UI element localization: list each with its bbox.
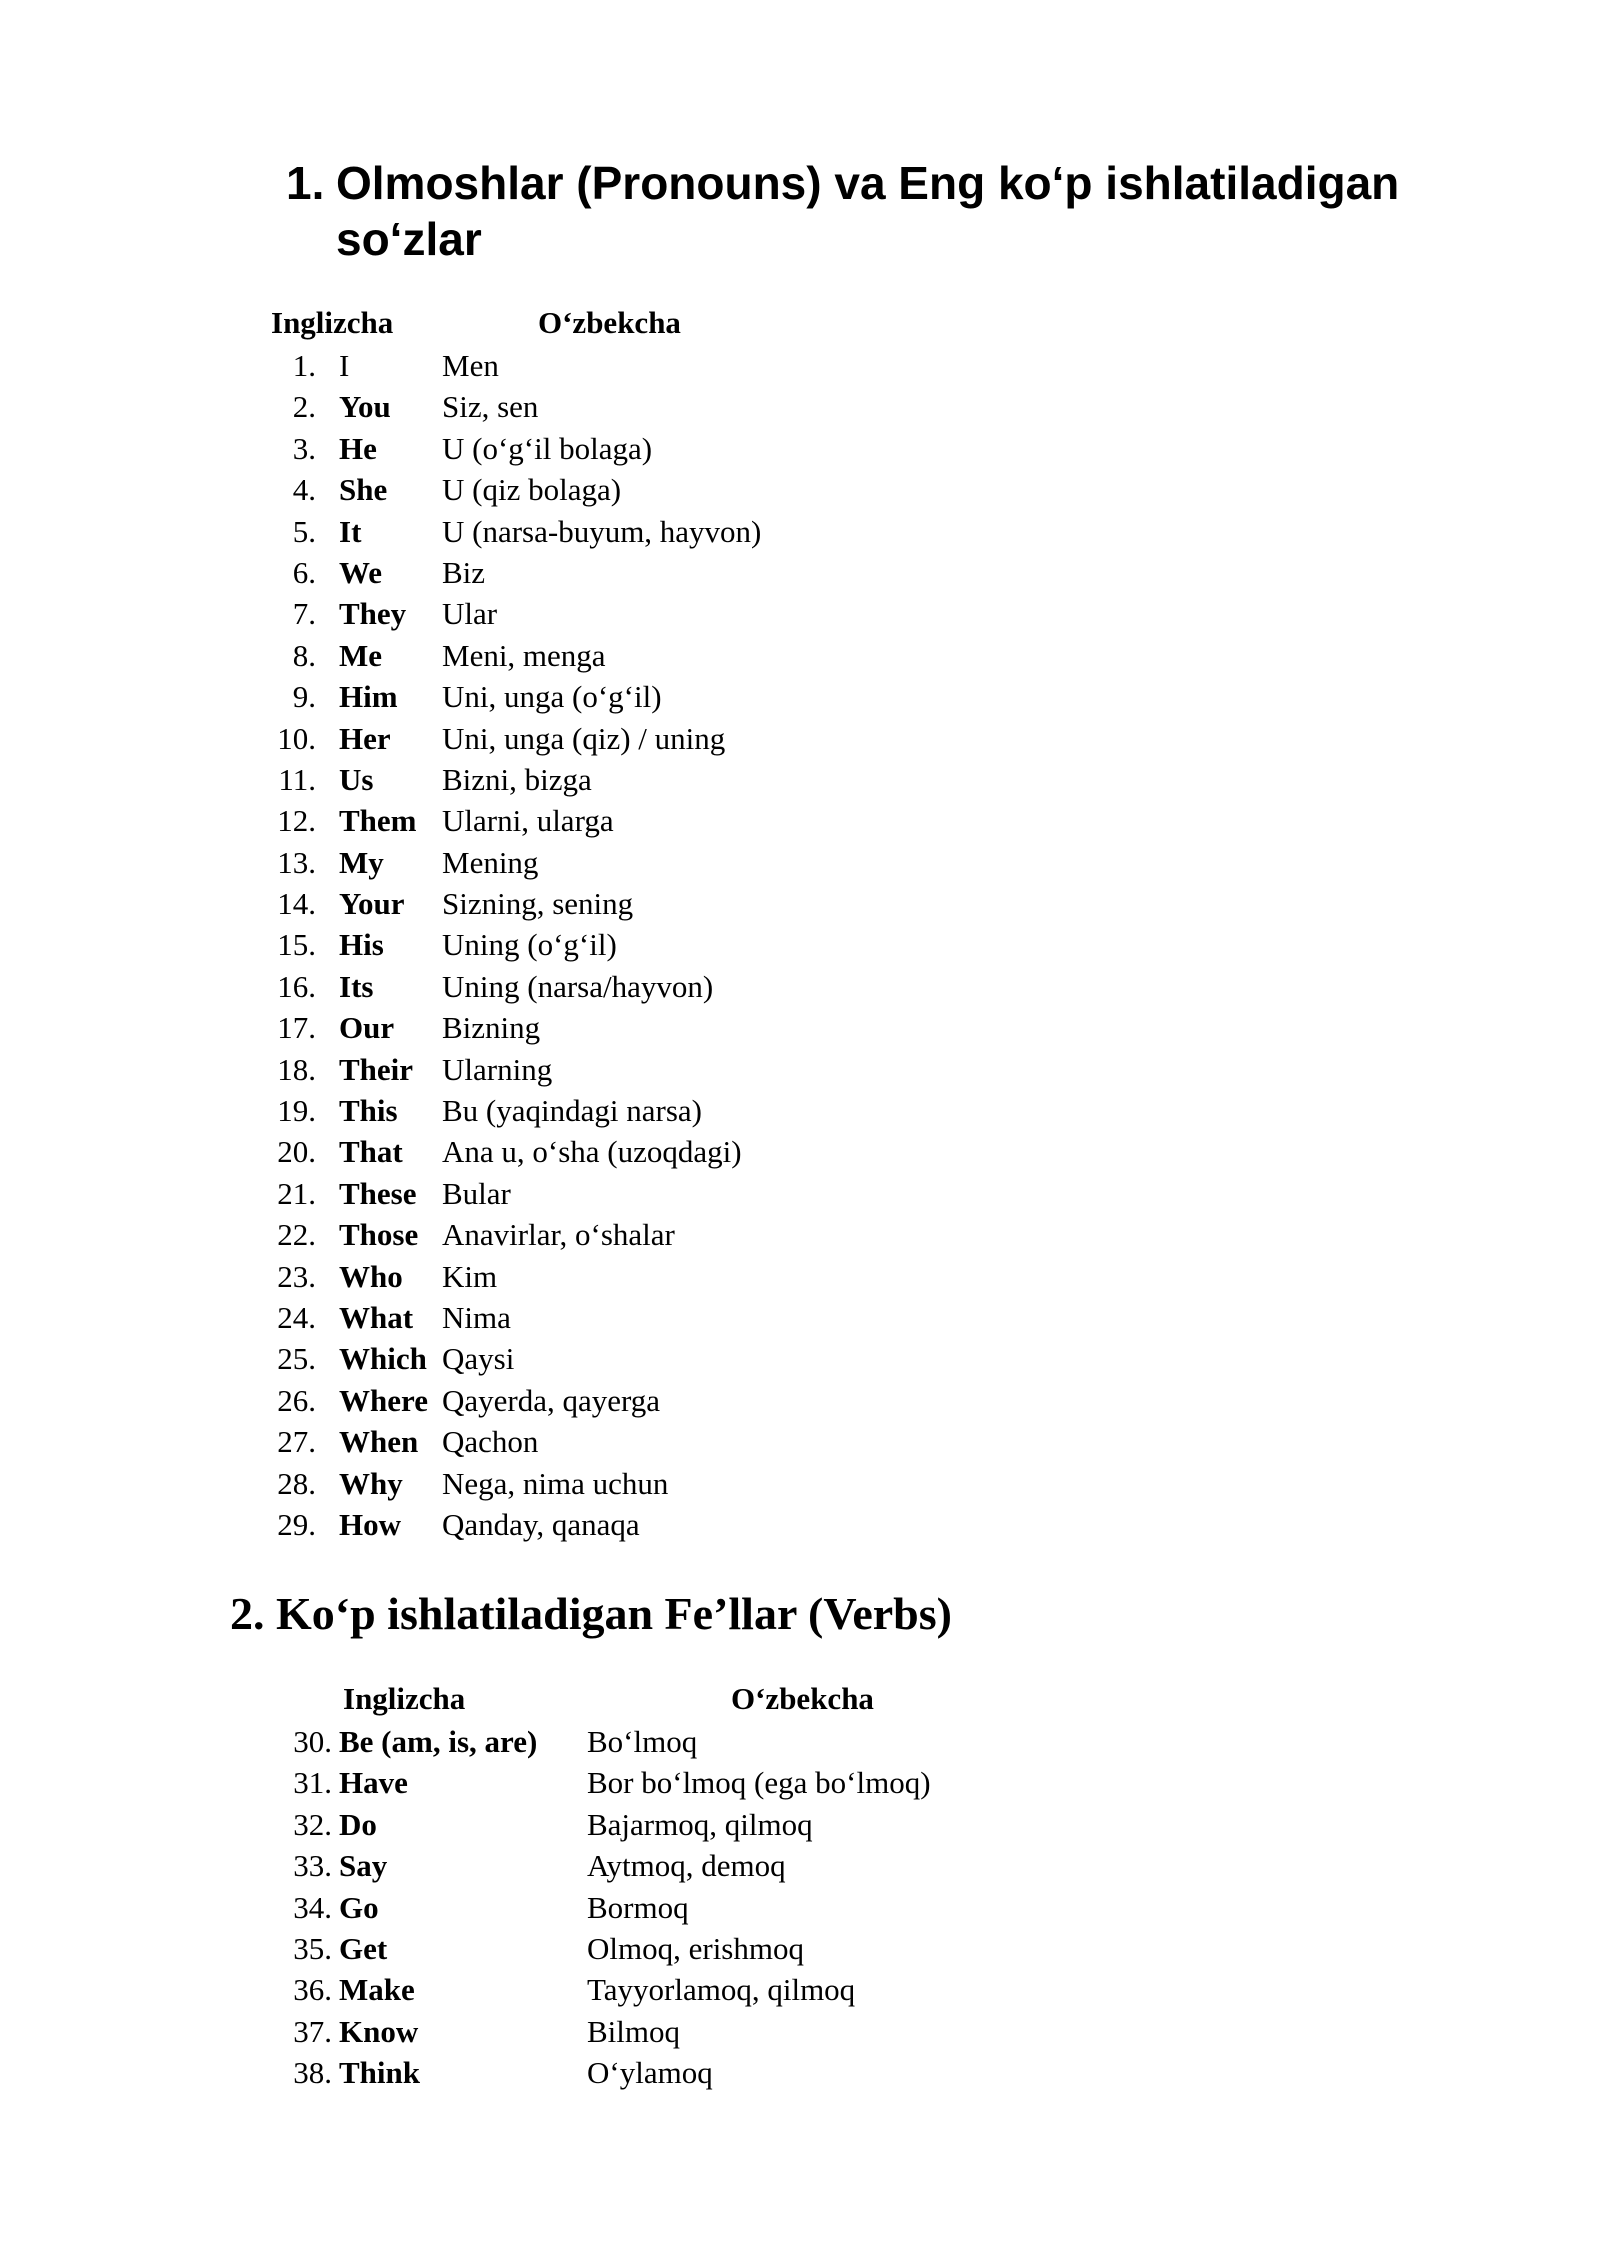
uzbek-translation: Qachon (442, 1424, 539, 1460)
item-number: 5. (292, 513, 316, 549)
uzbek-translation: U (qiz bolaga) (442, 472, 622, 508)
section-2-col-english: Inglizcha (343, 1681, 466, 1716)
uzbek-translation: Ana u, o‘sha (uzoqdagi) (442, 1134, 742, 1170)
item-number: 38. (293, 2055, 332, 2091)
uzbek-translation: Qayerda, qayerga (442, 1382, 661, 1418)
uzbek-translation: Nega, nima uchun (442, 1465, 669, 1501)
english-word: Do (339, 1806, 377, 1842)
uzbek-translation: Olmoq, erishmoq (587, 1930, 804, 1966)
item-number: 13. (277, 844, 316, 880)
item-number: 16. (277, 968, 316, 1004)
uzbek-translation: Mening (442, 844, 539, 880)
uzbek-translation: Ularni, ularga (442, 803, 614, 839)
english-word: Why (339, 1465, 403, 1501)
uzbek-translation: Sizning, sening (442, 886, 634, 922)
english-word: It (339, 513, 362, 549)
english-word: They (339, 596, 407, 632)
english-word: When (339, 1424, 419, 1460)
uzbek-translation: Bor bo‘lmoq (ega bo‘lmoq) (587, 1765, 931, 1801)
item-number: 35. (293, 1930, 332, 1966)
uzbek-translation: Bizni, bizga (442, 761, 592, 797)
uzbek-translation: Anavirlar, o‘shalar (442, 1217, 675, 1253)
english-word: Say (339, 1848, 388, 1884)
uzbek-translation: Uni, unga (qiz) / uning (442, 720, 726, 756)
english-word: She (339, 472, 388, 508)
item-number: 26. (277, 1382, 316, 1418)
item-number: 21. (277, 1175, 316, 1211)
section-1-number: 1. (286, 157, 325, 209)
item-number: 12. (277, 803, 316, 839)
uzbek-translation: Uning (narsa/hayvon) (442, 968, 714, 1004)
uzbek-translation: Ular (442, 596, 498, 632)
english-word: Those (339, 1217, 419, 1253)
english-word: This (339, 1093, 398, 1129)
section-2-heading: 2. Ko‘p ishlatiladigan Fe’llar (Verbs) (230, 1588, 952, 1639)
english-word: Its (339, 968, 374, 1004)
uzbek-translation: Men (442, 348, 499, 383)
item-number: 4. (292, 472, 316, 508)
english-word: He (339, 430, 377, 466)
uzbek-translation: Qanday, qanaqa (442, 1506, 640, 1542)
item-number: 9. (292, 679, 316, 715)
section-2-col-uzbek: O‘zbekcha (731, 1681, 874, 1716)
item-number: 31. (293, 1765, 332, 1801)
section-1-col-uzbek: O‘zbekcha (538, 305, 681, 340)
item-number: 37. (293, 2013, 332, 2049)
english-word: These (339, 1175, 417, 1211)
english-word: Who (339, 1258, 403, 1294)
item-number: 3. (292, 430, 316, 466)
english-word: What (339, 1299, 414, 1335)
section-1-col-english: Inglizcha (271, 305, 394, 340)
english-word: Which (339, 1341, 427, 1377)
item-number: 33. (293, 1848, 332, 1884)
english-word: My (339, 844, 384, 880)
uzbek-translation: Meni, menga (442, 637, 606, 673)
section-1-heading (286, 155, 1406, 267)
item-number: 10. (277, 720, 316, 756)
english-word: Him (339, 679, 398, 715)
item-number: 8. (292, 637, 316, 673)
english-word: I (339, 348, 350, 383)
english-word: You (339, 389, 391, 425)
item-number: 29. (277, 1506, 316, 1542)
english-word: His (339, 927, 384, 963)
uzbek-translation: Uning (o‘g‘il) (442, 927, 617, 963)
uzbek-translation: Bizning (442, 1010, 541, 1046)
uzbek-translation: Uni, unga (o‘g‘il) (442, 679, 662, 715)
item-number: 36. (293, 1972, 332, 2008)
uzbek-translation: Kim (442, 1258, 498, 1294)
item-number: 1. (292, 348, 316, 383)
item-number: 18. (277, 1051, 316, 1087)
item-number: 24. (277, 1299, 316, 1335)
item-number: 32. (293, 1806, 332, 1842)
uzbek-translation: Qaysi (442, 1341, 515, 1377)
english-word: Think (339, 2055, 421, 2091)
english-word: Make (339, 1972, 415, 2008)
english-word: Our (339, 1010, 395, 1046)
uzbek-translation: U (narsa-buyum, hayvon) (442, 513, 762, 549)
item-number: 17. (277, 1010, 316, 1046)
uzbek-translation: Bular (442, 1175, 511, 1211)
english-word: Your (339, 886, 405, 922)
uzbek-translation: Bormoq (587, 1889, 689, 1925)
uzbek-translation: Siz, sen (442, 389, 539, 425)
english-word: Her (339, 720, 391, 756)
uzbek-translation: Tayyorlamoq, qilmoq (587, 1972, 856, 2008)
english-word: Go (339, 1889, 379, 1925)
uzbek-translation: O‘ylamoq (587, 2055, 713, 2091)
uzbek-translation: Bajarmoq, qilmoq (587, 1806, 813, 1842)
item-number: 30. (293, 1724, 332, 1759)
uzbek-translation: Nima (442, 1299, 511, 1335)
item-number: 23. (277, 1258, 316, 1294)
english-word: We (339, 554, 383, 590)
uzbek-translation: U (o‘g‘il bolaga) (442, 430, 653, 466)
english-word: Us (339, 761, 374, 797)
uzbek-translation: Biz (442, 554, 486, 590)
uzbek-translation: Aytmoq, demoq (587, 1848, 786, 1884)
item-number: 15. (277, 927, 316, 963)
uzbek-translation: Ularning (442, 1051, 553, 1087)
section-1-title: Olmoshlar (Pronouns) va Eng ko‘p ishlatiladigan so‘zlar (336, 157, 1400, 265)
item-number: 11. (278, 761, 316, 797)
uzbek-translation: Bu (yaqindagi narsa) (442, 1093, 702, 1129)
english-word: Their (339, 1051, 414, 1087)
english-word: Get (339, 1930, 388, 1966)
item-number: 27. (277, 1424, 316, 1460)
english-word: Have (339, 1765, 408, 1801)
english-word: Know (339, 2013, 419, 2049)
english-word: Them (339, 803, 417, 839)
english-word: That (339, 1134, 403, 1170)
item-number: 7. (292, 596, 316, 632)
item-number: 22. (277, 1217, 316, 1253)
item-number: 25. (277, 1341, 316, 1377)
item-number: 19. (277, 1093, 316, 1129)
english-word: Where (339, 1382, 428, 1418)
item-number: 14. (277, 886, 316, 922)
item-number: 20. (277, 1134, 316, 1170)
item-number: 2. (292, 389, 316, 425)
item-number: 6. (292, 554, 316, 590)
uzbek-translation: Bilmoq (587, 2013, 681, 2049)
english-word: How (339, 1506, 401, 1542)
english-word: Be (am, is, are) (339, 1724, 538, 1759)
uzbek-translation: Bo‘lmoq (587, 1724, 698, 1759)
english-word: Me (339, 637, 383, 673)
item-number: 34. (293, 1889, 332, 1925)
item-number: 28. (277, 1465, 316, 1501)
